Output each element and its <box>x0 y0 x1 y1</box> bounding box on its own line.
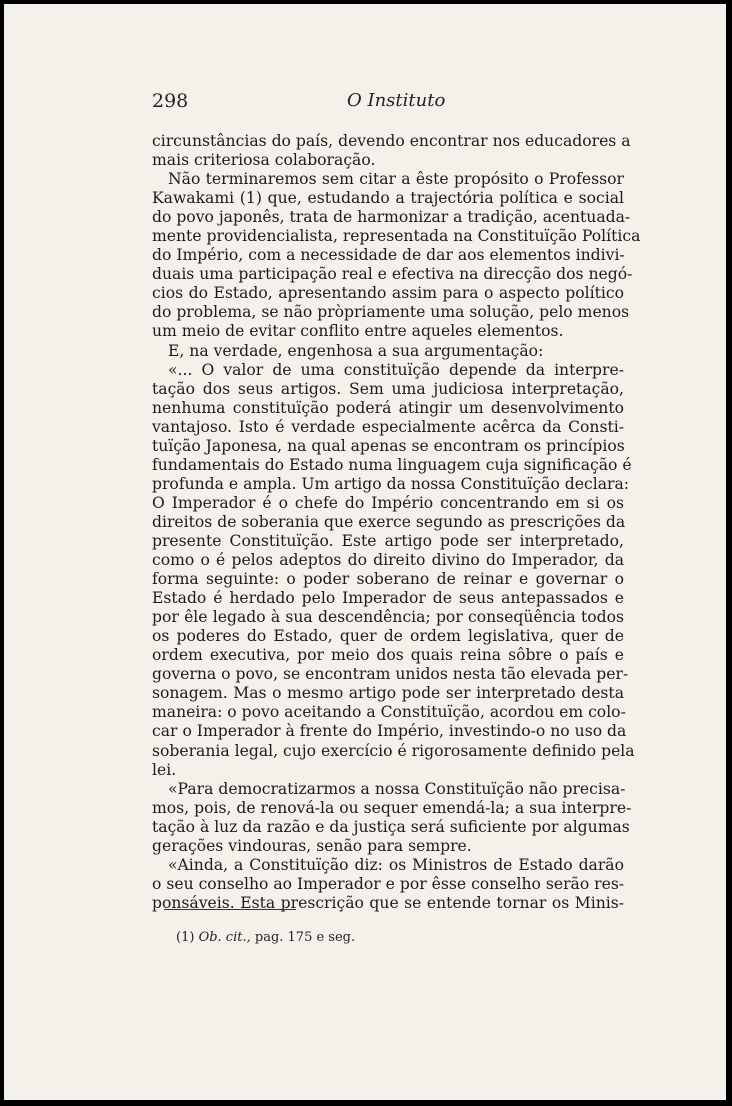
text-line: direitos de soberania que exerce segundo as prescrições da <box>152 512 626 531</box>
text-line: governa o povo, se encontram unidos nesta tão elevada per- <box>152 665 629 684</box>
text-line: ordem executiva, por meio dos quais reina sôbre o país e <box>152 646 624 665</box>
text-line: «Ainda, a Constituïção diz: os Ministros de Estado darão <box>168 855 624 874</box>
text-line: circunstâncias do país, devendo encontrar nos educadores a <box>152 132 631 150</box>
text-line: nenhuma constituïção poderá atingir um desenvolvimento <box>152 398 624 417</box>
text-line: do povo japonês, trata de harmonizar a tradição, acentuada- <box>152 208 631 227</box>
text-line: os poderes do Estado, quer de ordem legislativa, quer de <box>152 627 624 646</box>
text-line: Estado é herdado pelo Imperador de seus antepassados e <box>152 589 624 608</box>
text-line: car o Imperador à frente do Império, investindo-o no uso da <box>152 722 627 741</box>
text-line: um meio de evitar conflito entre aqueles elementos. <box>152 322 564 341</box>
text-line: sonagem. Mas o mesmo artigo pode ser interpretado desta <box>152 684 624 703</box>
text-line: lei. <box>152 760 177 779</box>
text-line: Kawakami (1) que, estudando a trajectória política e social <box>152 189 624 208</box>
body-text <box>152 132 641 913</box>
text-line: maneira: o povo aceitando a Constituïção, acordou em colo- <box>152 703 626 722</box>
text-line: duais uma participação real e efectiva na direcção dos negó- <box>152 265 633 284</box>
text-line: profunda e ampla. Um artigo da nossa Constituïção declara: <box>152 474 630 493</box>
text-line: por êle legado à sua descendência; por conseqüência todos <box>152 608 624 627</box>
footnote-text: pag. 175 e seg. <box>254 930 356 945</box>
text-line: O Imperador é o chefe do Império concentrando em si os <box>152 493 624 512</box>
text-line: forma seguinte: o poder soberano de reinar e governar o <box>152 570 624 589</box>
text-line: soberania legal, cujo exercício é rigorosamente definido pela <box>152 741 635 760</box>
text-line: do problema, se não pròpriamente uma solução, pelo menos <box>152 303 630 322</box>
text-line: «... O valor de uma constituïção depende da interpre- <box>168 360 624 379</box>
text-line: cios do Estado, apresentando assim para o aspecto político <box>152 284 624 303</box>
text-line: E, na verdade, engenhosa a sua argumentação: <box>168 341 544 360</box>
text-line: mente providencialista, representada na Constituïção Política <box>152 227 641 246</box>
running-title: O Instituto <box>347 90 446 111</box>
footnote-reference: Ob. cit., <box>198 930 251 945</box>
footnote-divider <box>164 909 296 910</box>
text-line: vantajoso. Isto é verdade especialmente acêrca da Consti- <box>152 417 624 436</box>
text-line: fundamentais do Estado numa linguagem cuja significação é <box>152 455 632 474</box>
footnote <box>176 930 355 945</box>
text-line: como o é pelos adeptos do direito divino do Imperador, da <box>152 551 624 570</box>
text-line: tuïção Japonesa, na qual apenas se encontram os princípios <box>152 436 625 455</box>
book-page <box>4 4 726 1100</box>
text-line: presente Constituïção. Este artigo pode ser interpretado, <box>152 531 624 550</box>
text-line: ponsáveis. Esta prescrição que se entende tornar os Minis- <box>152 893 624 912</box>
footnote-marker: (1) <box>176 930 195 945</box>
text-line: tação à luz da razão e da justiça será suficiente por algumas <box>152 817 630 836</box>
text-line: «Para democratizarmos a nossa Constituïção não precisa- <box>168 779 626 798</box>
text-line: o seu conselho ao Imperador e por êsse conselho serão res- <box>152 874 625 893</box>
text-line: gerações vindouras, senão para sempre. <box>152 836 472 855</box>
text-line: do Império, com a necessidade de dar aos elementos indivi- <box>152 246 625 265</box>
text-line: Não terminaremos sem citar a êste propósito o Professor <box>168 170 624 189</box>
page-header <box>152 90 622 114</box>
text-line: mais criteriosa colaboração. <box>152 151 376 170</box>
text-line: mos, pois, de renová-la ou sequer emendá-la; a sua interpre- <box>152 798 632 817</box>
page-number: 298 <box>152 90 189 112</box>
text-line: tação dos seus artigos. Sem uma judiciosa interpretação, <box>152 379 624 398</box>
